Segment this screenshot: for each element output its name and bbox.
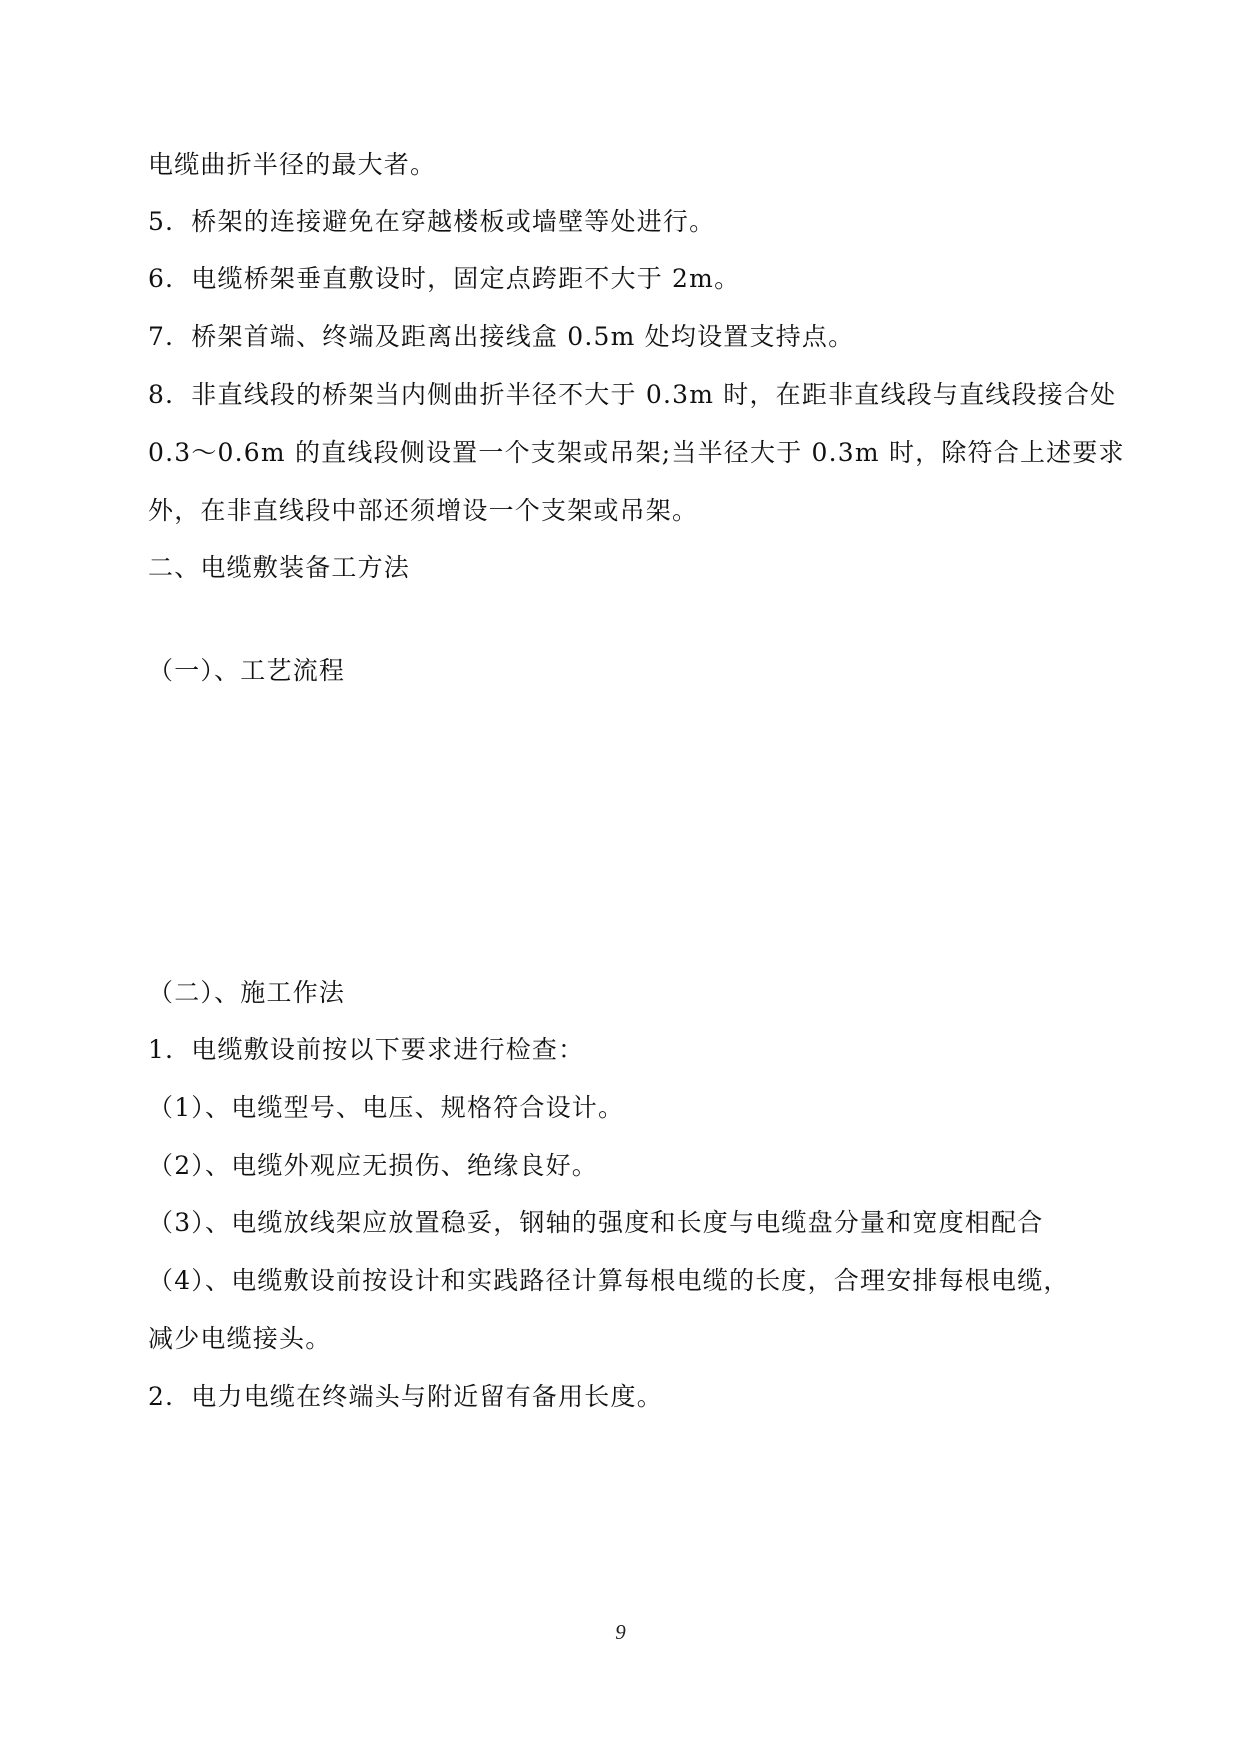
list-item: （4）、电缆敷设前按设计和实践路径计算每根电缆的长度，合理安排每根电缆， [148,1266,1070,1295]
page-number: 9 [615,1620,626,1644]
subsection-heading: （一）、工艺流程 [148,656,346,685]
list-item: 7．桥架首端、终端及距离出接线盒 0.5m 处均设置支持点。 [148,322,855,351]
list-item: 8．非直线段的桥架当内侧曲折半径不大于 0.3m 时，在距非直线段与直线段接合处 [148,380,1117,409]
list-item: （1）、电缆型号、电压、规格符合设计。 [148,1093,625,1122]
list-item: （2）、电缆外观应无损伤、绝缘良好。 [148,1151,599,1180]
list-item: 6．电缆桥架垂直敷设时，固定点跨距不大于 2m。 [148,264,741,293]
list-item: 2．电力电缆在终端头与附近留有备用长度。 [148,1382,663,1411]
subsection-heading: （二）、施工作法 [148,978,346,1007]
paragraph-line: 减少电缆接头。 [148,1324,332,1353]
paragraph-line: 电缆曲折半径的最大者。 [148,150,437,179]
paragraph-line: 0.3～0.6m 的直线段侧设置一个支架或吊架;当半径大于 0.3m 时，除符合上述要求 [148,438,1125,467]
section-heading: 二、电缆敷装备工方法 [148,553,411,582]
list-item: 1．电缆敷设前按以下要求进行检查： [148,1035,585,1064]
paragraph-line: 外，在非直线段中部还须增设一个支架或吊架。 [148,496,699,525]
list-item: （3）、电缆放线架应放置稳妥，钢轴的强度和长度与电缆盘分量和宽度相配合 [148,1208,1044,1237]
list-item: 5．桥架的连接避免在穿越楼板或墙壁等处进行。 [148,207,716,236]
